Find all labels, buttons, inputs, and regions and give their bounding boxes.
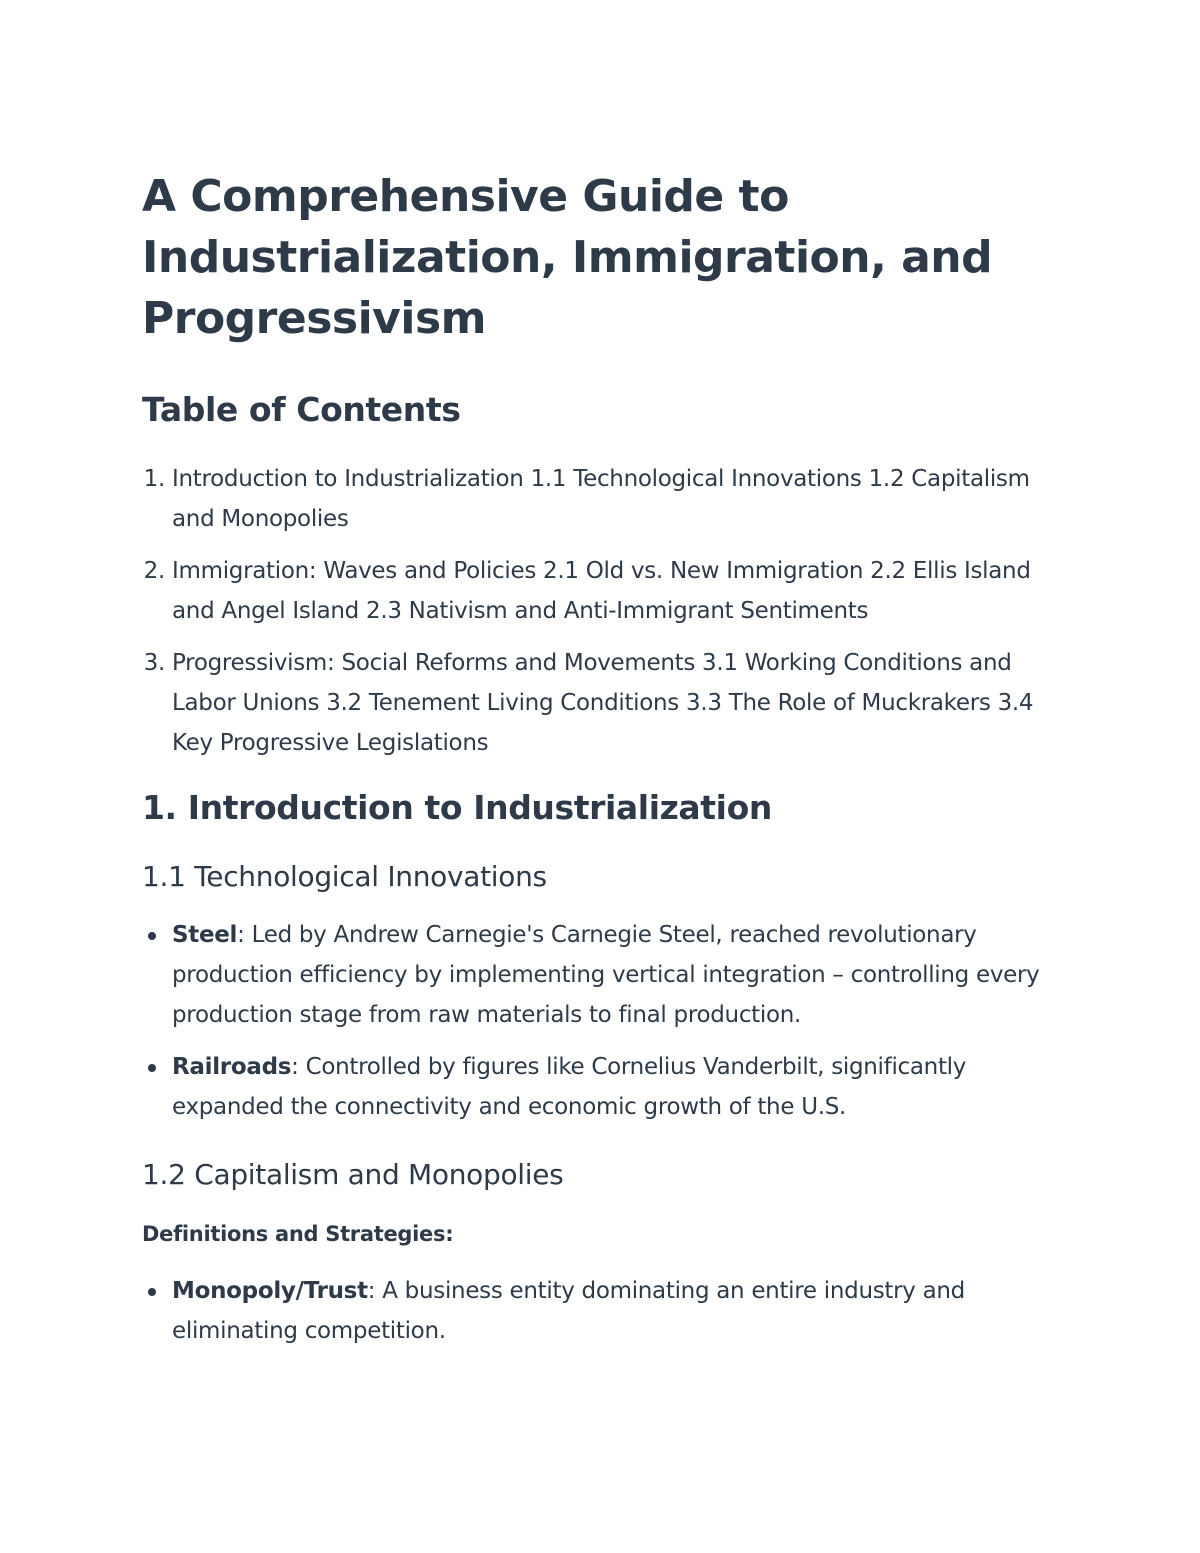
toc-heading: Table of Contents bbox=[142, 390, 461, 429]
list-item-text: : Led by Andrew Carnegie's Carnegie Steel, reached revolutionary production efficiency by implementing vertical integration – controlling every production stage from raw materials to final production. bbox=[172, 922, 1040, 1028]
bullet-icon bbox=[148, 932, 156, 940]
bullet-icon bbox=[148, 1288, 156, 1296]
section-heading-industrialization: 1. Introduction to Industrialization bbox=[142, 788, 772, 827]
list-item bbox=[172, 1047, 1057, 1127]
list-item-term: Railroads bbox=[172, 1054, 292, 1080]
list-item-text: : Controlled by figures like Cornelius Vanderbilt, significantly expanded the connectivity and economic growth of the U.S. bbox=[172, 1054, 967, 1120]
table-of-contents bbox=[142, 459, 1057, 763]
bullet-icon bbox=[148, 1064, 156, 1072]
list-item bbox=[172, 1271, 1057, 1351]
definitions-list bbox=[142, 1271, 1057, 1351]
subsection-heading-tech-innovations: 1.1 Technological Innovations bbox=[142, 860, 547, 893]
definitions-label: Definitions and Strategies: bbox=[142, 1222, 454, 1246]
toc-item: 1. Introduction to Industrialization 1.1 Technological Innovations 1.2 Capitalism and Monopolies bbox=[172, 459, 1057, 539]
list-item-term: Steel bbox=[172, 922, 238, 948]
toc-item: 3. Progressivism: Social Reforms and Movements 3.1 Working Conditions and Labor Unions 3.2 Tenement Living Conditions 3.3 The Role of Muckrakers 3.4 Key Progressive Legislations bbox=[172, 643, 1057, 763]
tech-innovations-list bbox=[142, 915, 1057, 1127]
list-item-term: Monopoly/Trust bbox=[172, 1278, 368, 1304]
list-item-text: : A business entity dominating an entire industry and eliminating competition. bbox=[172, 1278, 965, 1344]
document-title: A Comprehensive Guide to Industrialization, Immigration, and Progressivism bbox=[142, 171, 993, 344]
document-content bbox=[142, 166, 1057, 1363]
subsection-heading-capitalism: 1.2 Capitalism and Monopolies bbox=[142, 1158, 564, 1191]
toc-item: 2. Immigration: Waves and Policies 2.1 Old vs. New Immigration 2.2 Ellis Island and Angel Island 2.3 Nativism and Anti-Immigrant Sentiments bbox=[172, 551, 1057, 631]
list-item bbox=[172, 915, 1057, 1035]
